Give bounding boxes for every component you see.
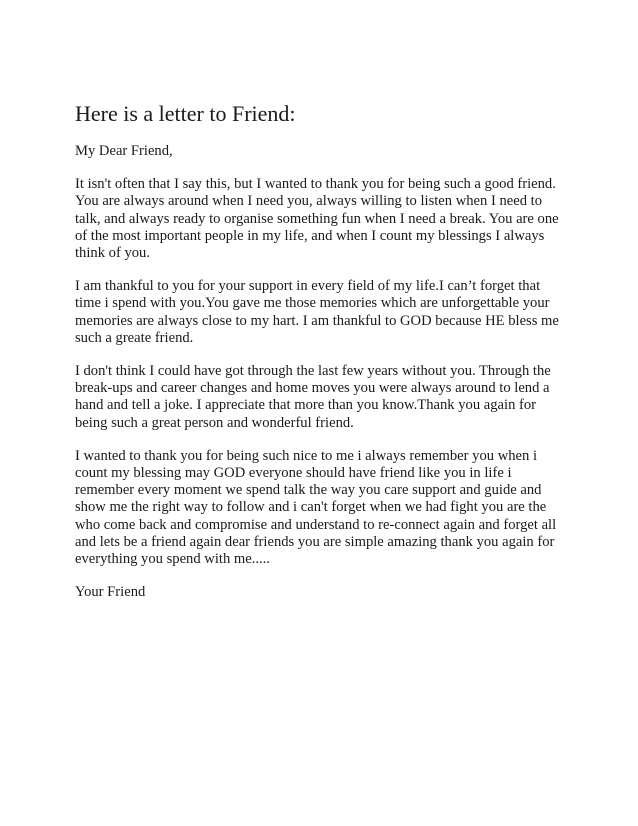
paragraph-line: being such a great person and wonderful friend.	[75, 414, 354, 431]
paragraph-line: who come back and compromise and understand to re-connect again and forget all	[75, 516, 557, 533]
paragraph-4	[75, 448, 565, 568]
paragraph-line: I am thankful to you for your support in every field of my life.I can’t forget that	[75, 278, 541, 295]
paragraph-line: everything you spend with me.....	[75, 551, 270, 568]
closing: Your Friend	[75, 584, 146, 601]
paragraph-line: It isn't often that I say this, but I wanted to thank you for being such a good friend.	[75, 176, 556, 193]
letter-body	[75, 101, 565, 601]
paragraph-3	[75, 363, 565, 432]
paragraph-2	[75, 278, 565, 347]
letter-title: Here is a letter to Friend:	[75, 101, 296, 126]
paragraph-line: and lets be a friend again dear friends you are simple amazing thank you again for	[75, 533, 555, 550]
paragraph-line: think of you.	[75, 245, 150, 262]
paragraph-line: show me the right way to follow and i can't forget when we had fight you are the	[75, 499, 547, 516]
paragraph-line: break-ups and career changes and home moves you were always around to lend a	[75, 380, 550, 397]
paragraph-line: remember every moment we spend talk the way you care support and guide and	[75, 482, 542, 499]
paragraph-line: such a greate friend.	[75, 329, 194, 346]
paragraph-line: of the most important people in my life, and when I count my blessings I always	[75, 227, 545, 244]
paragraph-line: hand and tell a joke. I appreciate that more than you know.Thank you again for	[75, 397, 537, 414]
paragraph-line: count my blessing may GOD everyone should have friend like you in life i	[75, 465, 512, 482]
paragraph-line: memories are always close to my hart. I am thankful to GOD because HE bless me	[75, 312, 559, 329]
salutation: My Dear Friend,	[75, 143, 173, 159]
paragraph-line: You are always around when I need you, always willing to listen when I need to	[75, 193, 543, 210]
paragraph-line: I wanted to thank you for being such nice to me i always remember you when i	[75, 447, 538, 464]
paragraph-line: talk, and always ready to organise something fun when I need a break. You are one	[75, 210, 559, 227]
paragraph-1	[75, 176, 565, 262]
paragraph-line: I don't think I could have got through the last few years without you. Through the	[75, 363, 551, 380]
paragraph-line: time i spend with you.You gave me those memories which are unforgettable your	[75, 295, 550, 312]
